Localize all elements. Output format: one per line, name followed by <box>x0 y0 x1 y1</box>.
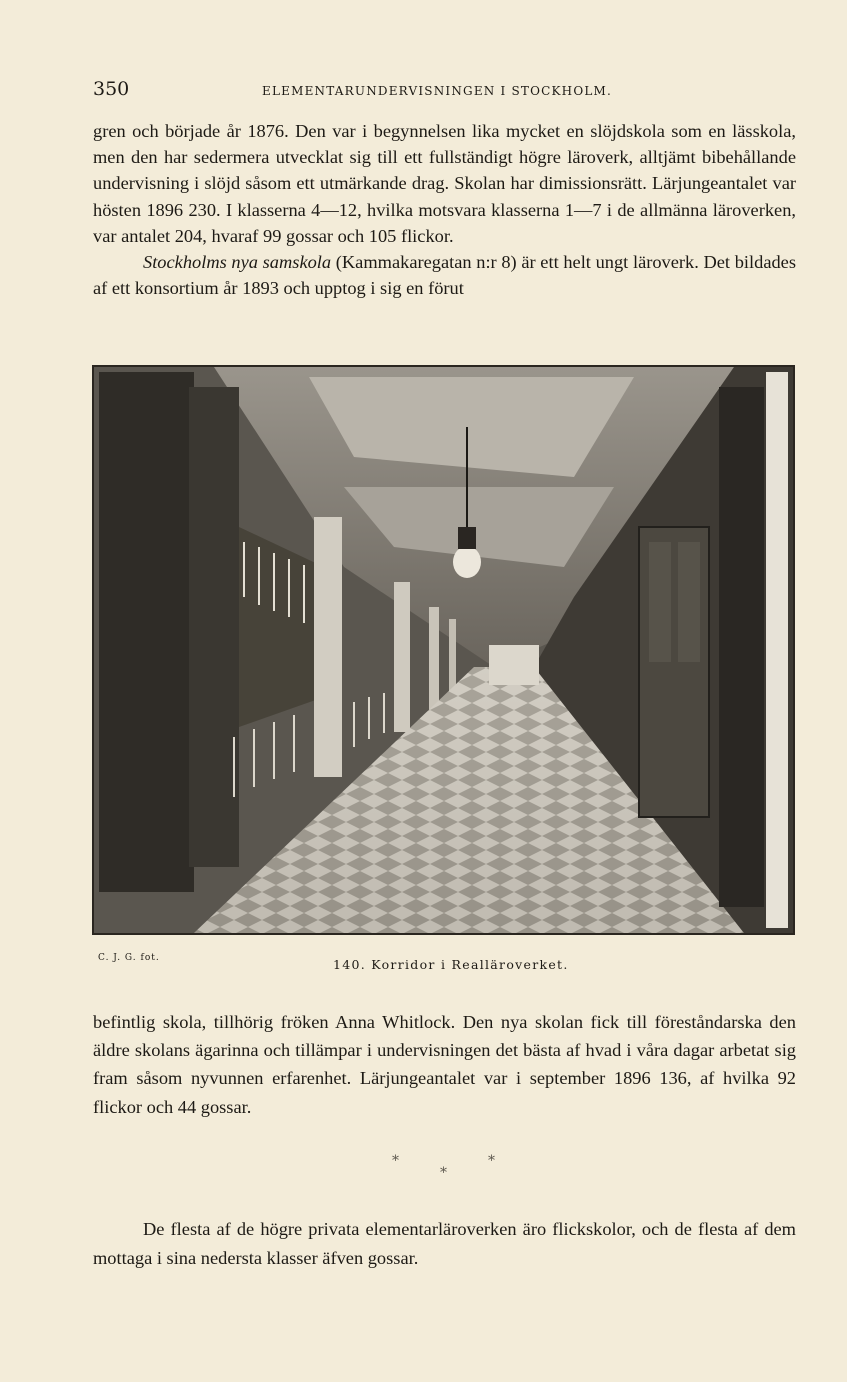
figure-caption: 140. Korridor i Realläroverket. <box>333 957 569 972</box>
body-text-paragraph-1 <box>93 118 796 301</box>
page-number: 350 <box>93 78 130 100</box>
section-break-asterism <box>380 1153 520 1183</box>
paragraph-2-text: (Kammakaregatan n:r 8) är ett helt ungt läroverk. Det bildades af ett konsortium år 1893 och upptog i sig en förut <box>93 252 796 299</box>
asterisk: * <box>440 1165 447 1181</box>
photo-credit: C. J. G. fot. <box>98 953 160 963</box>
paragraph-4-text: De flesta af de högre privata elementarläroverken äro flickskolor, och de flesta af dem mottaga i sina nedersta klasser äfven gossar. <box>93 1219 796 1268</box>
body-text-paragraph-3: befintlig skola, tillhörig fröken Anna Whitlock. Den nya skolan fick till föreståndarska den äldre skolans ägarinna och tillämpar i undervisningen det bästa af hvad i våra dagar arbetat sig fram såsom nyvunnen erfarenhet. Lärjungeantalet var i september 1896 136, af hvilka 92 flickor och 44 gossar. <box>93 1012 796 1117</box>
paragraph-1-text: gren och började år 1876. Den var i begynnelsen lika mycket en slöjdskola som en lässkola, men den har sedermera utvecklat sig till ett fullständigt högre läroverk, alltjämt bibehållande undervisning i slöjd såsom ett utmärkande drag. Skolan har dimissionsrätt. Lärjungeantalet var hösten 1896 230. I klasserna 4—12, hvilka motsvara klasserna 1—7 i de allmänna läroverken, var antalet 204, hvaraf 99 gossar och 105 flickor. <box>93 121 796 246</box>
running-head: ELEMENTARUNDERVISNINGEN I STOCKHOLM. <box>262 84 613 98</box>
asterisk: * <box>392 1153 399 1169</box>
asterisk: * <box>488 1153 495 1169</box>
corridor-photograph <box>92 365 795 935</box>
body-text-paragraph-4 <box>93 1215 796 1273</box>
school-name-italic: Stockholms nya samskola <box>143 252 332 273</box>
